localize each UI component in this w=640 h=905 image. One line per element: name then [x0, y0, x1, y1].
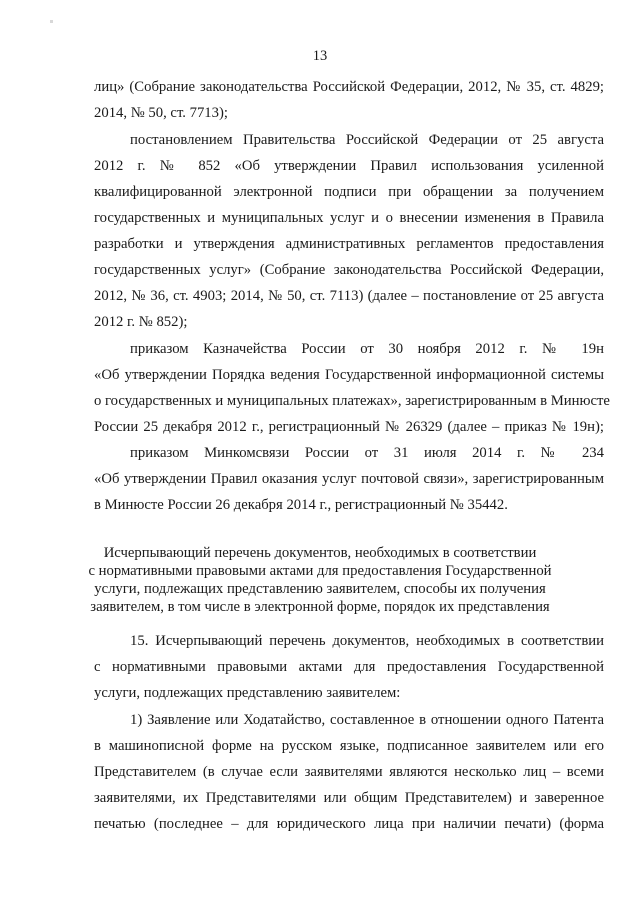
text-line: государственных услуг» (Собрание законодательства Российской Федерации,: [94, 262, 604, 278]
text-line: постановлением Правительства Российской Федерации от 25 августа: [130, 132, 604, 148]
text-line: 1) Заявление или Ходатайство, составленное в отношении одного Патента: [130, 712, 604, 728]
section-heading-line: услуги, подлежащих представлению заявителем, способы их получения: [94, 581, 546, 597]
text-line: Представителем (в случае если заявителями являются несколько лиц – всеми: [94, 764, 604, 780]
text-line: печатью (последнее – для юридического лица при наличии печати) (форма: [94, 816, 604, 832]
text-line: «Об утверждении Правил оказания услуг почтовой связи», зарегистрированным: [94, 471, 604, 487]
scan-speck: [50, 20, 53, 23]
text-line: заявителями, их Представителями или общим Представителем) и заверенное: [94, 790, 604, 806]
text-line: государственных и муниципальных услуг и о внесении изменения в Правила: [94, 210, 604, 226]
text-line: лиц» (Собрание законодательства Российской Федерации, 2012, № 35, ст. 4829;: [94, 79, 604, 95]
section-heading-line: Исчерпывающий перечень документов, необходимых в соответствии: [103, 545, 537, 561]
text-line: о государственных и муниципальных платежах», зарегистрированным в Минюсте: [94, 393, 610, 409]
text-line: услуги, подлежащих представлению заявителем:: [94, 685, 401, 701]
text-line: России 25 декабря 2012 г., регистрационный № 26329 (далее – приказ № 19н);: [94, 419, 604, 435]
text-line: «Об утверждении Порядка ведения Государственной информационной системы: [94, 367, 604, 383]
text-line: приказом Минкомсвязи России от 31 июля 2014 г. № 234: [130, 445, 604, 461]
section-heading-line: с нормативными правовыми актами для предоставления Государственной: [88, 563, 552, 579]
text-line: 2012 г. № 852);: [94, 314, 188, 330]
text-line: разработки и утверждения административных регламентов предоставления: [94, 236, 604, 252]
text-line: 2012 г. № 852 «Об утверждении Правил использования усиленной: [94, 158, 604, 174]
text-line: квалифицированной электронной подписи при обращении за получением: [94, 184, 604, 200]
text-line: в Минюсте России 26 декабря 2014 г., регистрационный № 35442.: [94, 497, 508, 513]
page-number: 13: [312, 48, 328, 64]
text-line: 2014, № 50, ст. 7713);: [94, 105, 228, 121]
text-line: 15. Исчерпывающий перечень документов, необходимых в соответствии: [130, 633, 604, 649]
section-heading-line: заявителем, в том числе в электронной форме, порядок их представления: [90, 599, 550, 615]
text-line: приказом Казначейства России от 30 ноября 2012 г. № 19н: [130, 341, 604, 357]
text-line: в машинописной форме на русском языке, подписанное заявителем или его: [94, 738, 604, 754]
text-line: 2012, № 36, ст. 4903; 2014, № 50, ст. 7113) (далее – постановление от 25 августа: [94, 288, 604, 304]
text-line: с нормативными правовыми актами для предоставления Государственной: [94, 659, 604, 675]
